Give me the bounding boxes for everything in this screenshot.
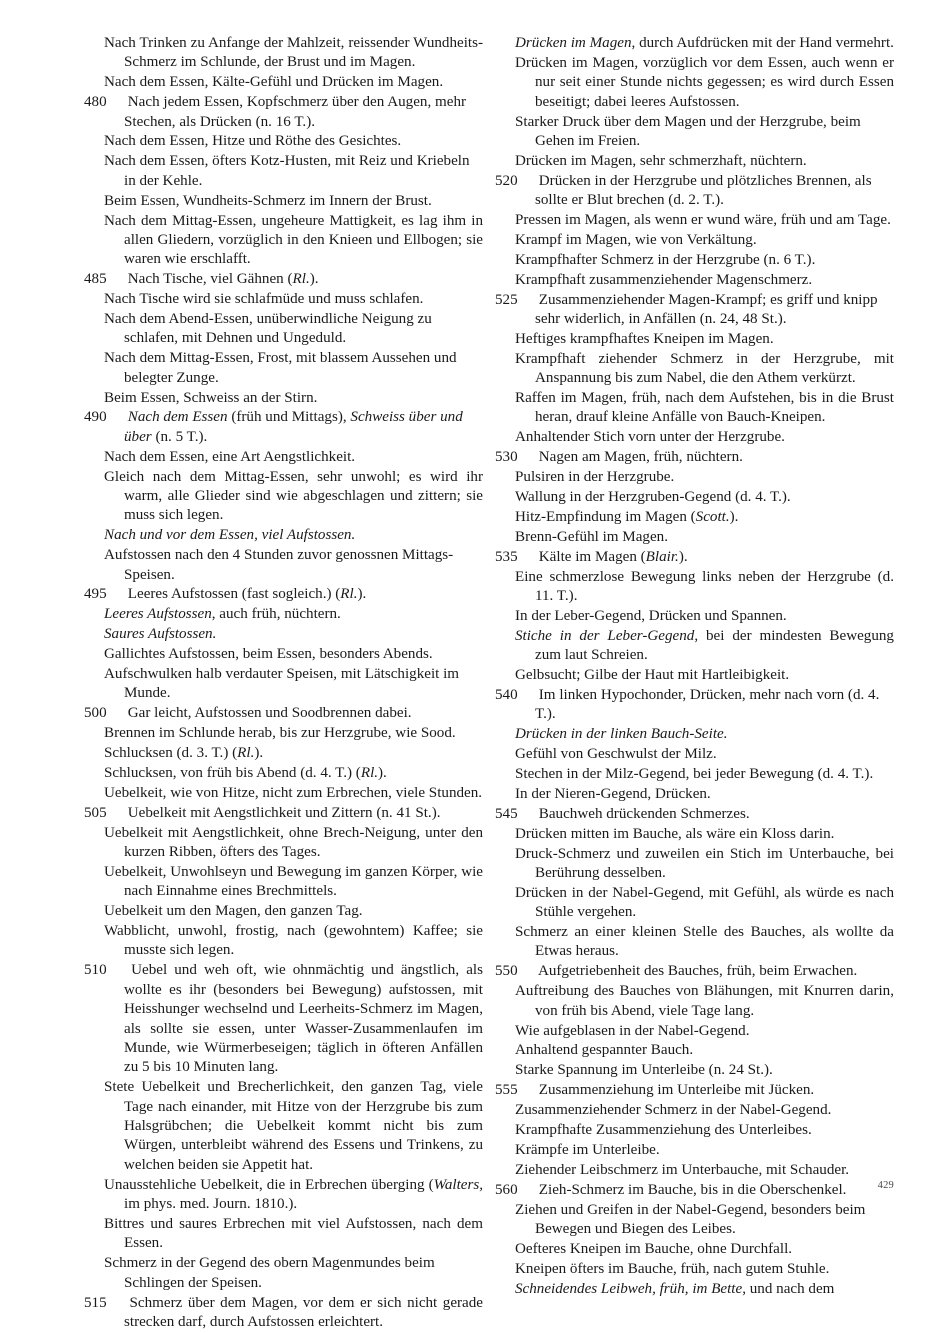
numbered-symptom-entry: [84, 270, 483, 289]
emphasis-text: Blair.: [645, 548, 679, 565]
entry-text: Stechen in der Milz-Gegend, bei jeder Bewegung (d. 4. T.).: [515, 765, 874, 782]
emphasis-text: Rl.: [237, 745, 255, 762]
symptom-entry: [104, 744, 483, 763]
symptom-entry: [515, 231, 894, 250]
entry-text: Im linken Hypochonder, Drücken, mehr nach vorn (d. 4. T.).: [535, 686, 880, 723]
entry-text: , durch Aufdrücken mit der Hand vermehrt.: [631, 35, 894, 51]
emphasis-text: Nach dem Essen: [127, 409, 228, 426]
numbered-symptom-entry: [84, 961, 483, 1077]
emphasis-text: Nach und vor dem Essen, viel Aufstossen.: [104, 527, 356, 544]
symptom-entry: [515, 607, 894, 626]
entry-text: Drücken im Magen, vorzüglich vor dem Essen, auch wenn er nur seit einer Stunde nichts gegessen; es wird durch Essen beseitigt; dabei leeres Aufstossen.: [515, 54, 894, 110]
entry-text: Krampfhafter Schmerz in der Herzgrube (n. 6 T.).: [515, 251, 816, 268]
entry-text: Gefühl von Geschwulst der Milz.: [515, 746, 717, 763]
entry-text: Gleich nach dem Mittag-Essen, sehr unwohl; es wird ihr warm, alle Glieder sind wie abgeschlagen und zittern; sie muss sich legen.: [104, 468, 483, 524]
symptom-entry: [515, 1260, 894, 1279]
symptom-entry: [515, 34, 894, 53]
symptom-entry: [515, 271, 894, 290]
symptom-entry: [104, 132, 483, 151]
entry-text: ).: [678, 548, 688, 565]
entry-text: Aufschwulken halb verdauter Speisen, mit Lätschigkeit im Munde.: [104, 666, 460, 702]
entry-text: Kälte im Magen (: [538, 548, 646, 565]
entry-text: Anhaltender Stich vorn unter der Herzgrube.: [515, 429, 785, 446]
symptom-entry: [515, 845, 894, 884]
symptom-entry: [515, 666, 894, 685]
entry-number: 495: [84, 586, 107, 603]
entry-text: In der Nieren-Gegend, Drücken.: [515, 785, 711, 802]
symptom-entry: [104, 902, 483, 921]
entry-text: Brennen im Schlunde herab, bis zur Herzgrube, wie Sood.: [104, 725, 456, 742]
entry-number: 530: [495, 449, 518, 466]
entry-text: , auch früh, nüchtern.: [211, 606, 341, 623]
entry-text: Uebelkeit um den Magen, den ganzen Tag.: [104, 903, 363, 920]
entry-text: Nach dem Mittag-Essen, Frost, mit blassem Aussehen und belegter Zunge.: [104, 350, 457, 386]
numbered-symptom-entry: [495, 548, 894, 567]
emphasis-text: Stiche in der Leber-Gegend: [515, 627, 695, 644]
entry-number: 540: [495, 686, 518, 703]
entry-text: Wie aufgeblasen in der Nabel-Gegend.: [515, 1022, 750, 1039]
entry-text: Beim Essen, Wundheits-Schmerz im Innern der Brust.: [104, 192, 432, 209]
symptom-entry: [515, 1041, 894, 1060]
symptom-entry: [104, 546, 483, 585]
entry-number: 520: [495, 172, 518, 189]
entry-text: ).: [729, 508, 739, 525]
entry-text: Uebelkeit mit Aengstlichkeit und Zittern (n. 41 St.).: [127, 804, 441, 821]
emphasis-text: Leeres Aufstossen: [104, 606, 212, 623]
entry-text: Auftreibung des Bauches von Blähungen, mit Knurren darin, von früh bis Abend, viele Tage lang.: [515, 983, 894, 1019]
symptom-entry: [515, 982, 894, 1021]
entry-text: Nach Tische, viel Gähnen (: [127, 271, 293, 288]
symptom-entry: [515, 330, 894, 349]
symptom-entry: [104, 784, 483, 803]
entry-text: (früh und Mittags),: [227, 409, 351, 426]
symptom-entry: [104, 192, 483, 211]
symptom-entry: [515, 1061, 894, 1080]
numbered-symptom-entry: [495, 1181, 894, 1200]
symptom-entry: [104, 212, 483, 270]
symptom-entry: [104, 665, 483, 704]
entry-text: Nach dem Abend-Essen, unüberwindliche Neigung zu schlafen, mit Dehnen und Ungeduld.: [104, 310, 432, 347]
numbered-symptom-entry: [84, 1294, 483, 1333]
emphasis-text: Schweiss über und über: [124, 409, 463, 445]
entry-number: 500: [84, 705, 107, 722]
symptom-entry: [515, 1022, 894, 1041]
numbered-symptom-entry: [495, 448, 894, 467]
entry-text: Oefteres Kneipen im Bauche, ohne Durchfall.: [515, 1240, 793, 1257]
two-column-text-body: [84, 34, 894, 1333]
symptom-entry: [515, 745, 894, 764]
emphasis-text: Drücken in der linken Bauch-Seite.: [515, 726, 728, 743]
entry-text: Uebelkeit mit Aengstlichkeit, ohne Brech-Neigung, unter den kurzen Ribben, öfters des Tages.: [104, 824, 483, 861]
entry-text: Uebel und weh oft, wie ohnmächtig und ängstlich, als wollte es ihr (besonders bei Bewegung) aufstossen, mit Heisshunger wechselnd und Leerheits-Schmerz im Magen, als sollte sie essen, unter Wasser-Zusammenlaufen im Munde, wie Würmerbeseigen; täglich in öfteren Anfällen zu 5 bis 10 Minuten lang.: [124, 962, 483, 1076]
entry-text: Schmerz über dem Magen, vor dem er sich nicht gerade strecken darf, durch Aufstossen erleichtert.: [124, 1294, 483, 1330]
emphasis-text: Schneidendes Leibweh, früh, im Bette: [515, 1280, 743, 1297]
entry-text: Drücken mitten im Bauche, als wäre ein Kloss darin.: [515, 825, 835, 842]
entry-text: Krampf im Magen, wie von Verkältung.: [515, 231, 757, 248]
entry-number: 560: [495, 1181, 518, 1198]
symptom-entry: [515, 389, 894, 428]
symptom-entry: [515, 508, 894, 527]
entry-text: Unausstehliche Uebelkeit, die in Erbrechen überging (: [104, 1176, 434, 1193]
symptom-entry: [104, 645, 483, 664]
entry-text: Wabblicht, unwohl, frostig, nach (gewohntem) Kaffee; sie musste sich legen.: [104, 923, 483, 959]
numbered-symptom-entry: [495, 805, 894, 824]
numbered-symptom-entry: [495, 291, 894, 330]
entry-text: ).: [254, 745, 264, 762]
numbered-symptom-entry: [84, 704, 483, 723]
entry-text: Ziehender Leibschmerz im Unterbauche, mit Schauder.: [515, 1161, 850, 1178]
entry-text: Drücken in der Herzgrube und plötzliches Brennen, als sollte er Blut brechen (d. 2. T.).: [535, 172, 872, 209]
entry-text: Wallung in der Herzgruben-Gegend (d. 4. T.).: [515, 488, 791, 505]
symptom-entry: [515, 568, 894, 607]
symptom-entry: [515, 1121, 894, 1140]
entry-text: Bauchweh drückenden Schmerzes.: [538, 805, 750, 822]
symptom-entry: [515, 1240, 894, 1259]
page-number: 429: [877, 1180, 894, 1191]
numbered-symptom-entry: [84, 804, 483, 823]
symptom-entry: [104, 468, 483, 526]
left-column: [84, 34, 483, 1333]
entry-text: Brenn-Gefühl im Magen.: [515, 528, 668, 545]
symptom-entry: [104, 1176, 483, 1215]
entry-text: Pressen im Magen, als wenn er wund wäre, früh und am Tage.: [515, 212, 891, 229]
entry-text: , und nach dem: [742, 1280, 835, 1297]
symptom-entry: [515, 1141, 894, 1160]
emphasis-text: Scott.: [695, 508, 730, 525]
entry-text: Krampfhaft ziehender Schmerz in der Herzgrube, mit Anspannung bis zum Nabel, die den Athem verkürzt.: [515, 350, 894, 387]
symptom-entry: [104, 824, 483, 863]
entry-text: Drücken in der Nabel-Gegend, mit Gefühl, als würde es nach Stühle vergehen.: [515, 884, 894, 921]
symptom-entry: [104, 310, 483, 349]
entry-number: 535: [495, 548, 518, 565]
entry-number: 550: [495, 963, 518, 980]
entry-text: Nach dem Essen, Kälte-Gefühl und Drücken im Magen.: [104, 74, 444, 91]
symptom-entry: [515, 488, 894, 507]
entry-text: Anhaltend gespannter Bauch.: [515, 1042, 694, 1059]
symptom-entry: [515, 152, 894, 171]
symptom-entry: [515, 350, 894, 389]
symptom-entry: [104, 448, 483, 467]
entry-text: Bittres und saures Erbrechen mit viel Aufstossen, nach dem Essen.: [104, 1215, 483, 1252]
entry-text: Stete Uebelkeit und Brecherlichkeit, den ganzen Tag, viele Tage nach einander, mit Hitze von der Herzgrube bis zum Halsgrübchen; die Uebelkeit kommt nicht bis zum Würgen, unterbleibt während des Essens und Trinkens, zu welchen beiden sie Appetit hat.: [104, 1079, 483, 1173]
symptom-entry: [104, 724, 483, 743]
symptom-entry: [104, 152, 483, 191]
symptom-entry: [515, 251, 894, 270]
entry-text: Krampfhaft zusammenziehender Magenschmerz.: [515, 271, 813, 288]
entry-text: Raffen im Magen, früh, nach dem Aufstehen, bis in die Brust heran, drauf kleine Anfälle von Bauch-Kneipen.: [515, 390, 894, 426]
entry-text: Hitz-Empfindung im Magen (: [515, 508, 696, 525]
entry-text: Zusammenziehender Schmerz in der Nabel-Gegend.: [515, 1102, 832, 1119]
symptom-entry: [104, 349, 483, 388]
entry-number: 510: [84, 962, 107, 979]
numbered-symptom-entry: [495, 1081, 894, 1100]
emphasis-text: Rl.: [292, 271, 310, 288]
entry-number: 480: [84, 94, 107, 111]
entry-text: Heftiges krampfhaftes Kneipen im Magen.: [515, 330, 774, 347]
entry-text: Schmerz an einer kleinen Stelle des Bauches, als wollte da Etwas heraus.: [515, 924, 894, 960]
emphasis-text: Rl.: [340, 586, 358, 603]
entry-number: 545: [495, 805, 518, 822]
entry-text: Zusammenziehung im Unterleibe mit Jücken.: [538, 1082, 815, 1099]
entry-text: Starker Druck über dem Magen und der Herzgrube, beim Gehen im Freien.: [515, 113, 861, 149]
entry-text: Schlucksen, von früh bis Abend (d. 4. T.) (: [104, 764, 361, 781]
entry-text: Nach Trinken zu Anfange der Mahlzeit, reissender Wundheits-Schmerz im Schlunde, der Brust und im Magen.: [104, 35, 483, 71]
symptom-entry: [515, 54, 894, 112]
entry-number: 505: [84, 804, 107, 821]
entry-text: ).: [309, 271, 319, 288]
symptom-entry: [104, 34, 483, 73]
numbered-symptom-entry: [84, 408, 483, 447]
entry-text: Krampfhafte Zusammenziehung des Unterleibes.: [515, 1121, 812, 1138]
entry-text: Starke Spannung im Unterleibe (n. 24 St.).: [515, 1062, 773, 1079]
emphasis-text: Walters,: [433, 1176, 483, 1193]
symptom-entry: [104, 73, 483, 92]
symptom-entry: [515, 1201, 894, 1240]
emphasis-text: Saures Aufstossen.: [104, 626, 217, 643]
numbered-symptom-entry: [84, 93, 483, 132]
entry-text: Kneipen öfters im Bauche, früh, nach gutem Stuhle.: [515, 1260, 830, 1277]
numbered-symptom-entry: [495, 686, 894, 725]
entry-text: Krämpfe im Unterleibe.: [515, 1141, 660, 1158]
symptom-entry: [104, 922, 483, 961]
symptom-entry: [515, 113, 894, 152]
symptom-entry: [515, 528, 894, 547]
entry-number: 490: [84, 409, 107, 426]
entry-text: Nagen am Magen, früh, nüchtern.: [538, 449, 743, 466]
entry-text: (n. 5 T.).: [151, 428, 208, 445]
symptom-entry: [515, 825, 894, 844]
symptom-entry: [104, 764, 483, 783]
symptom-entry: [515, 211, 894, 230]
entry-text: Zusammenziehender Magen-Krampf; es griff und knipp sehr widerlich, in Anfällen (n. 24, 48 St.).: [535, 291, 878, 327]
entry-text: Nach dem Essen, öfters Kotz-Husten, mit Reiz und Kriebeln in der Kehle.: [104, 153, 470, 189]
entry-text: Gar leicht, Aufstossen und Soodbrennen dabei.: [127, 705, 412, 722]
entry-text: Ziehen und Greifen in der Nabel-Gegend, besonders beim Bewegen und Biegen des Leibes.: [515, 1201, 866, 1237]
symptom-entry: [515, 923, 894, 962]
symptom-entry: [515, 884, 894, 923]
entry-text: Nach dem Essen, eine Art Aengstlichkeit.: [104, 448, 356, 465]
emphasis-text: Rl.: [360, 764, 379, 781]
entry-text: im phys. med. Journ. 1810.).: [124, 1196, 298, 1213]
symptom-entry: [515, 468, 894, 487]
entry-text: Nach dem Essen, Hitze und Röthe des Gesichtes.: [104, 133, 402, 150]
emphasis-text: Drücken im Magen: [515, 35, 632, 51]
entry-text: Uebelkeit, wie von Hitze, nicht zum Erbrechen, viele Stunden.: [104, 784, 483, 801]
entry-text: Nach jedem Essen, Kopfschmerz über den Augen, mehr Stechen, als Drücken (n. 16 T.).: [124, 94, 467, 130]
entry-text: Schlucksen (d. 3. T.) (: [104, 745, 238, 762]
entry-text: ).: [378, 764, 387, 781]
symptom-entry: [515, 1280, 894, 1299]
entry-text: Aufgetriebenheit des Bauches, früh, beim Erwachen.: [537, 963, 858, 980]
symptom-entry: [515, 1161, 894, 1180]
entry-number: 555: [495, 1082, 518, 1099]
entry-text: Uebelkeit, Unwohlseyn und Bewegung im ganzen Körper, wie nach Einnahme eines Brechmittels.: [104, 863, 483, 900]
entry-text: Eine schmerzlose Bewegung links neben der Herzgrube (d. 11. T.).: [515, 568, 894, 604]
entry-text: Zieh-Schmerz im Bauche, bis in die Oberschenkel.: [538, 1181, 847, 1198]
symptom-entry: [104, 290, 483, 309]
symptom-entry: [104, 526, 483, 545]
entry-number: 485: [84, 271, 107, 288]
entry-text: Leeres Aufstossen (fast sogleich.) (: [127, 586, 341, 603]
entry-text: In der Leber-Gegend, Drücken und Spannen.: [515, 607, 787, 624]
numbered-symptom-entry: [84, 585, 483, 604]
entry-text: , bei der mindesten Bewegung zum laut Schreien.: [535, 627, 894, 664]
entry-text: Nach dem Mittag-Essen, ungeheure Mattigkeit, es lag ihm in allen Gliedern, vorzüglich in den Knieen und Ellbogen; sie waren wie erschlafft.: [104, 212, 483, 268]
entry-text: Gelbsucht; Gilbe der Haut mit Hartleibigkeit.: [515, 667, 790, 683]
entry-text: Pulsiren in der Herzgrube.: [515, 469, 675, 486]
entry-text: Drücken im Magen, sehr schmerzhaft, nüchtern.: [515, 152, 807, 169]
symptom-entry: [104, 605, 483, 624]
symptom-entry: [104, 1078, 483, 1175]
symptom-entry: [515, 725, 894, 744]
symptom-entry: [515, 428, 894, 447]
entry-number: 515: [84, 1294, 107, 1311]
entry-text: Schmerz in der Gegend des obern Magenmundes beim Schlingen der Speisen.: [104, 1255, 435, 1291]
entry-text: Aufstossen nach den 4 Stunden zuvor genossnen Mittags-Speisen.: [104, 547, 454, 583]
symptom-entry: [104, 389, 483, 408]
symptom-entry: [104, 1254, 483, 1293]
symptom-entry: [515, 765, 894, 784]
entry-text: Nach Tische wird sie schlafmüde und muss schlafen.: [104, 291, 424, 308]
symptom-entry: [104, 625, 483, 644]
symptom-entry: [104, 863, 483, 902]
symptom-entry: [104, 1215, 483, 1254]
symptom-entry: [515, 1101, 894, 1120]
symptom-entry: [515, 785, 894, 804]
entry-text: Beim Essen, Schweiss an der Stirn.: [104, 389, 318, 406]
entry-text: Gallichtes Aufstossen, beim Essen, besonders Abends.: [104, 646, 433, 663]
numbered-symptom-entry: [495, 962, 894, 981]
entry-text: Druck-Schmerz und zuweilen ein Stich im Unterbauche, bei Berührung desselben.: [515, 845, 894, 881]
entry-text: ).: [357, 586, 367, 603]
right-column: [495, 34, 894, 1333]
entry-number: 525: [495, 291, 518, 308]
symptom-entry: [515, 627, 894, 666]
numbered-symptom-entry: [495, 172, 894, 211]
